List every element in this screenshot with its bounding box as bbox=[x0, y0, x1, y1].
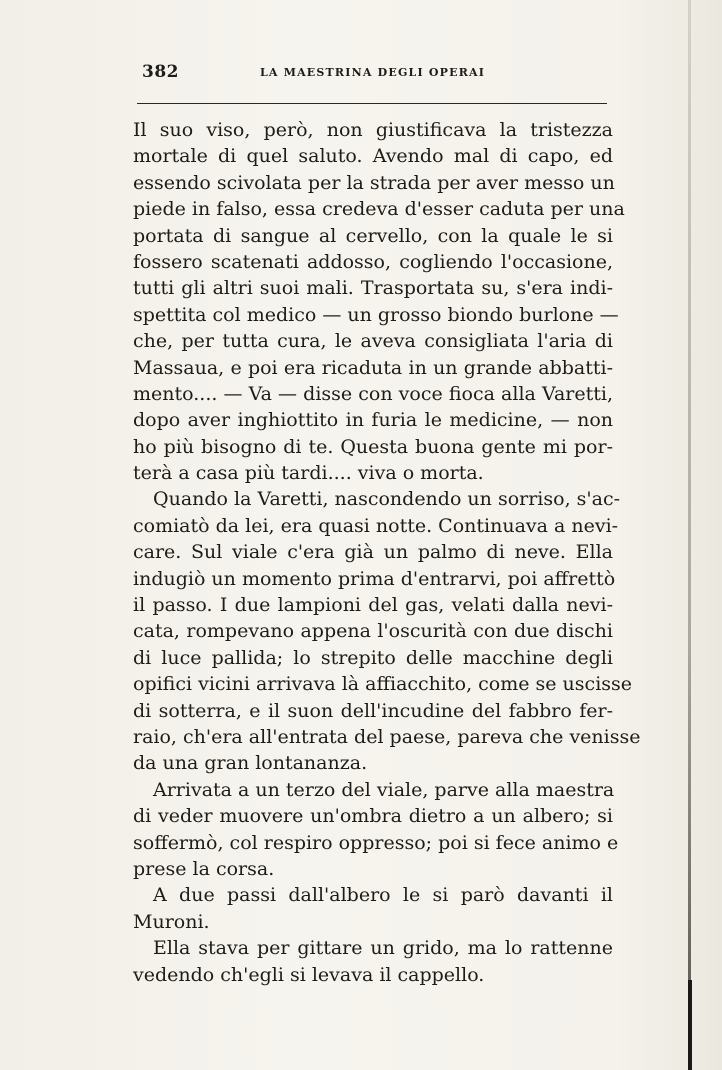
text-line: Il suo viso, però, non giustificava la tristezza bbox=[133, 119, 613, 141]
page-header bbox=[142, 62, 608, 86]
text-line: fossero scatenati addosso, cogliendo l'occasione, bbox=[133, 250, 613, 273]
text-line: soffermò, col respiro oppresso; poi si fece animo e bbox=[133, 831, 619, 854]
header-rule bbox=[137, 103, 607, 104]
text-line: da una gran lontananza. bbox=[133, 752, 368, 775]
text-line: di sotterra, e il suon dell'incudine del fabbro fer- bbox=[133, 699, 613, 722]
text-line: che, per tutta cura, le aveva consigliata l'aria di bbox=[133, 330, 613, 353]
text-line: indugiò un momento prima d'entrarvi, poi affrettò bbox=[133, 567, 616, 590]
text-line: prese la corsa. bbox=[133, 857, 275, 880]
text-line: portata di sangue al cervello, con la quale le si bbox=[133, 224, 613, 247]
text-line: care. Sul viale c'era già un palmo di neve. Ella bbox=[133, 541, 613, 564]
text-line: Ella stava per gittare un grido, ma lo rattenne bbox=[153, 937, 613, 960]
text-line: Quando la Varetti, nascondendo un sorriso, s'ac- bbox=[153, 488, 621, 511]
body-text bbox=[133, 117, 641, 988]
text-line: piede in falso, essa credeva d'esser caduta per una bbox=[133, 198, 625, 221]
text-line: dopo aver inghiottito in furia le medicine, — non bbox=[133, 409, 613, 432]
text-line: il passo. I due lampioni del gas, velati dalla nevi- bbox=[133, 594, 613, 617]
text-line: A due passi dall'albero le si parò davanti il bbox=[153, 884, 613, 907]
text-line: mento.... — Va — disse con voce fioca alla Varetti, bbox=[133, 382, 613, 405]
running-title: LA MAESTRINA DEGLI OPERAI bbox=[260, 66, 486, 79]
page-edge-shadow bbox=[688, 0, 691, 1070]
page-edge-dark bbox=[688, 980, 692, 1070]
page-number: 382 bbox=[142, 62, 179, 82]
text-line: cata, rompevano appena l'oscurità con due dischi bbox=[133, 620, 613, 643]
text-line: Massaua, e poi era ricaduta in un grande abbatti- bbox=[133, 356, 613, 379]
text-line: raio, ch'era all'entrata del paese, pareva che venisse bbox=[133, 725, 641, 748]
text-line: comiatò da lei, era quasi notte. Continuava a nevi- bbox=[133, 514, 619, 537]
text-line: spettita col medico — un grosso biondo burlone — bbox=[133, 303, 619, 326]
text-line: tutti gli altri suoi mali. Trasportata su, s'era indi- bbox=[133, 277, 613, 300]
text-line: ho più bisogno di te. Questa buona gente mi por- bbox=[133, 435, 613, 458]
text-line: Arrivata a un terzo del viale, parve alla maestra bbox=[153, 778, 615, 801]
text-line: opifici vicini arrivava là affiacchito, come se uscisse bbox=[133, 673, 633, 696]
text-line: essendo scivolata per la strada per aver messo un bbox=[133, 171, 615, 194]
text-line: Muroni. bbox=[133, 910, 210, 933]
text-line: mortale di quel saluto. Avendo mal di capo, ed bbox=[133, 145, 613, 168]
text-line: vedendo ch'egli si levava il cappello. bbox=[133, 963, 485, 986]
text-line: terà a casa più tardi.... viva o morta. bbox=[133, 462, 484, 485]
text-line: di luce pallida; lo strepito delle macchine degli bbox=[133, 646, 613, 669]
text-line: di veder muovere un'ombra dietro a un albero; si bbox=[133, 805, 613, 828]
